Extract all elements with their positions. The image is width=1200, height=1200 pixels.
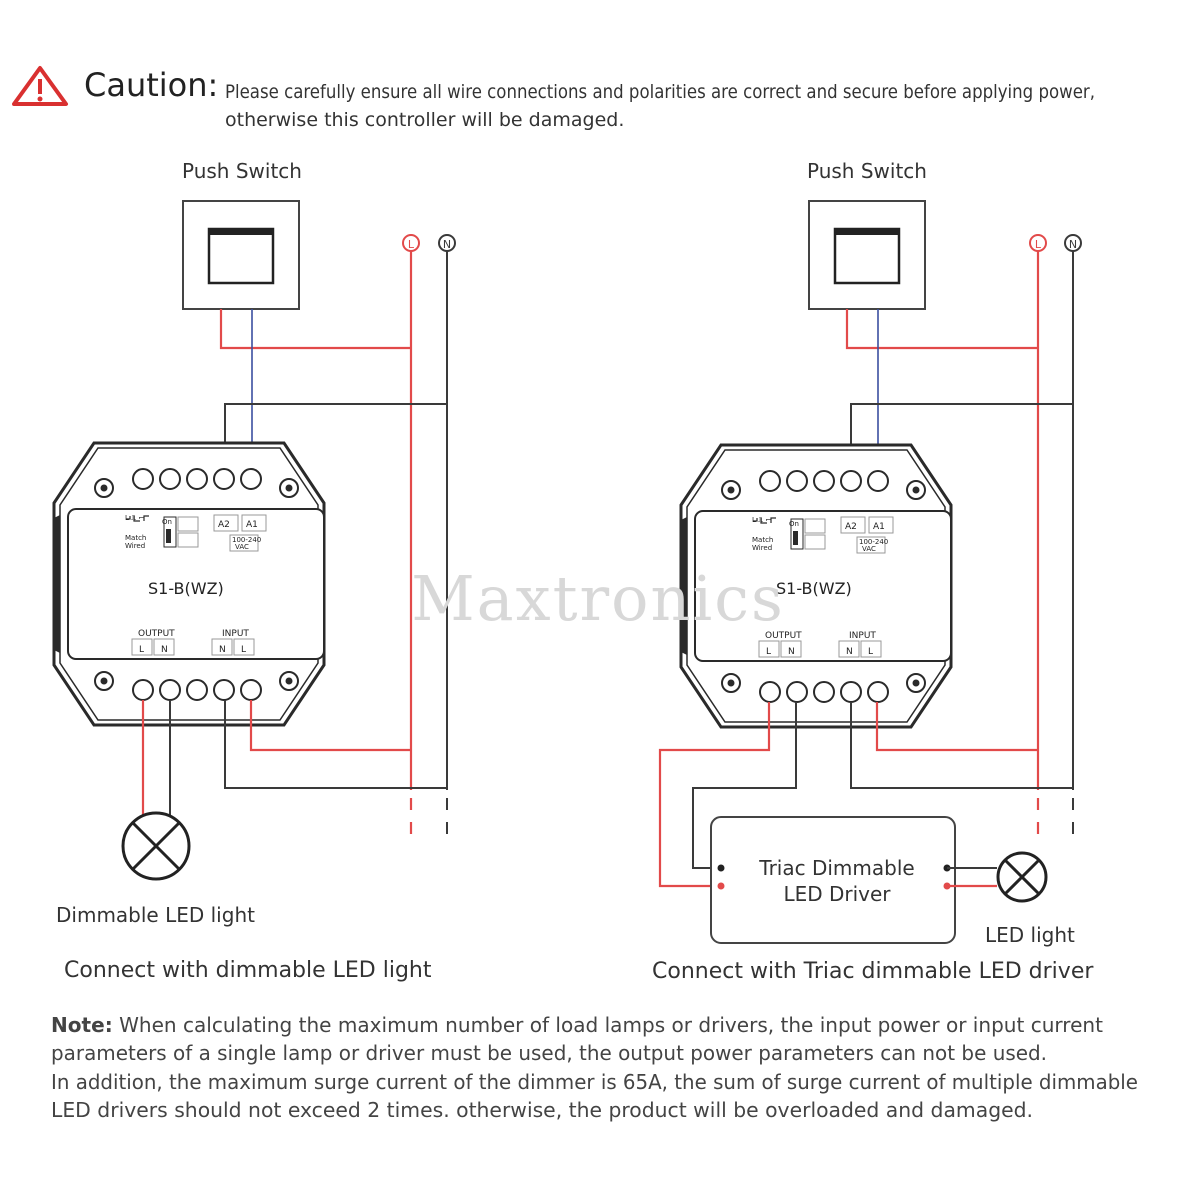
- a2-label: A2: [218, 520, 230, 530]
- input-l: L: [241, 645, 247, 655]
- model-label: S1-B(WZ): [148, 579, 224, 598]
- load-label: Dimmable LED light: [56, 903, 255, 927]
- model-label: S1-B(WZ): [776, 579, 852, 598]
- module-icons-row: L ⎍ ⌐: [752, 516, 772, 524]
- on-label: On: [162, 518, 172, 526]
- note-line-1: [51, 1013, 1103, 1037]
- module-icons-row: L ⎍ ⌐: [125, 514, 145, 522]
- output-n: N: [788, 647, 795, 657]
- output-l: L: [766, 647, 772, 657]
- driver-label-line-1: Triac Dimmable: [759, 856, 915, 880]
- caution-title: Caution:: [84, 66, 219, 104]
- output-n: N: [161, 645, 168, 655]
- led-driver-box: [711, 817, 955, 943]
- input-label: INPUT: [849, 631, 876, 641]
- right-caption: Connect with Triac dimmable LED driver: [652, 959, 1094, 984]
- input-l: L: [868, 647, 874, 657]
- neutral-terminal-icon: [439, 235, 455, 251]
- note-prefix: Note:: [51, 1013, 113, 1037]
- input-n: N: [846, 647, 853, 657]
- on-label: On: [789, 520, 799, 528]
- voltage-label: 100-240: [232, 536, 262, 544]
- input-n: N: [219, 645, 226, 655]
- vac-label: VAC: [862, 545, 876, 553]
- wired-label: Wired: [752, 544, 773, 552]
- neutral-terminal-icon: [1065, 235, 1081, 251]
- output-l: L: [139, 645, 145, 655]
- push-switch: [809, 201, 925, 309]
- a2-label: A2: [845, 522, 857, 532]
- note-line-2: parameters of a single lamp or driver must be used, the output power parameters can not be used.: [51, 1041, 1047, 1065]
- neutral-terminal-letter: N: [442, 238, 452, 251]
- wired-label: Wired: [125, 542, 146, 550]
- voltage-label: 100-240: [859, 538, 889, 546]
- live-terminal-letter: L: [1034, 238, 1042, 251]
- push-switch-label: Push Switch: [182, 159, 302, 183]
- push-switch-label: Push Switch: [807, 159, 927, 183]
- warning-triangle-icon: [14, 68, 66, 104]
- output-label: OUTPUT: [765, 631, 802, 641]
- a1-label: A1: [246, 520, 258, 530]
- caution-line-2: otherwise this controller will be damaged.: [225, 109, 625, 131]
- input-label: INPUT: [222, 629, 249, 639]
- lamp-icon: [123, 813, 189, 879]
- left-diagram: [54, 159, 455, 983]
- watermark: Maxtronics: [411, 562, 785, 635]
- live-terminal-icon: [403, 235, 419, 251]
- caution-line-1: Please carefully ensure all wire connections and polarities are correct and secure before applying power,: [225, 81, 1095, 103]
- note-line-4: LED drivers should not exceed 2 times. otherwise, the product will be overloaded and damaged.: [51, 1098, 1033, 1122]
- vac-label: VAC: [235, 543, 249, 551]
- live-terminal-letter: L: [407, 238, 415, 251]
- neutral-terminal-letter: N: [1068, 238, 1078, 251]
- output-label: OUTPUT: [138, 629, 175, 639]
- push-switch: [183, 201, 299, 309]
- match-label: Match: [125, 534, 147, 542]
- live-terminal-icon: [1030, 235, 1046, 251]
- driver-label-line-2: LED Driver: [783, 882, 891, 906]
- load-label: LED light: [985, 923, 1075, 947]
- lamp-icon: [998, 853, 1046, 901]
- left-caption: Connect with dimmable LED light: [64, 958, 432, 983]
- note-line-1-text: When calculating the maximum number of load lamps or drivers, the input power or input current: [112, 1013, 1102, 1037]
- note-block: [51, 1013, 1138, 1122]
- a1-label: A1: [873, 522, 885, 532]
- match-label: Match: [752, 536, 774, 544]
- note-line-3: In addition, the maximum surge current of the dimmer is 65A, the sum of surge current of multiple dimmable: [51, 1070, 1138, 1094]
